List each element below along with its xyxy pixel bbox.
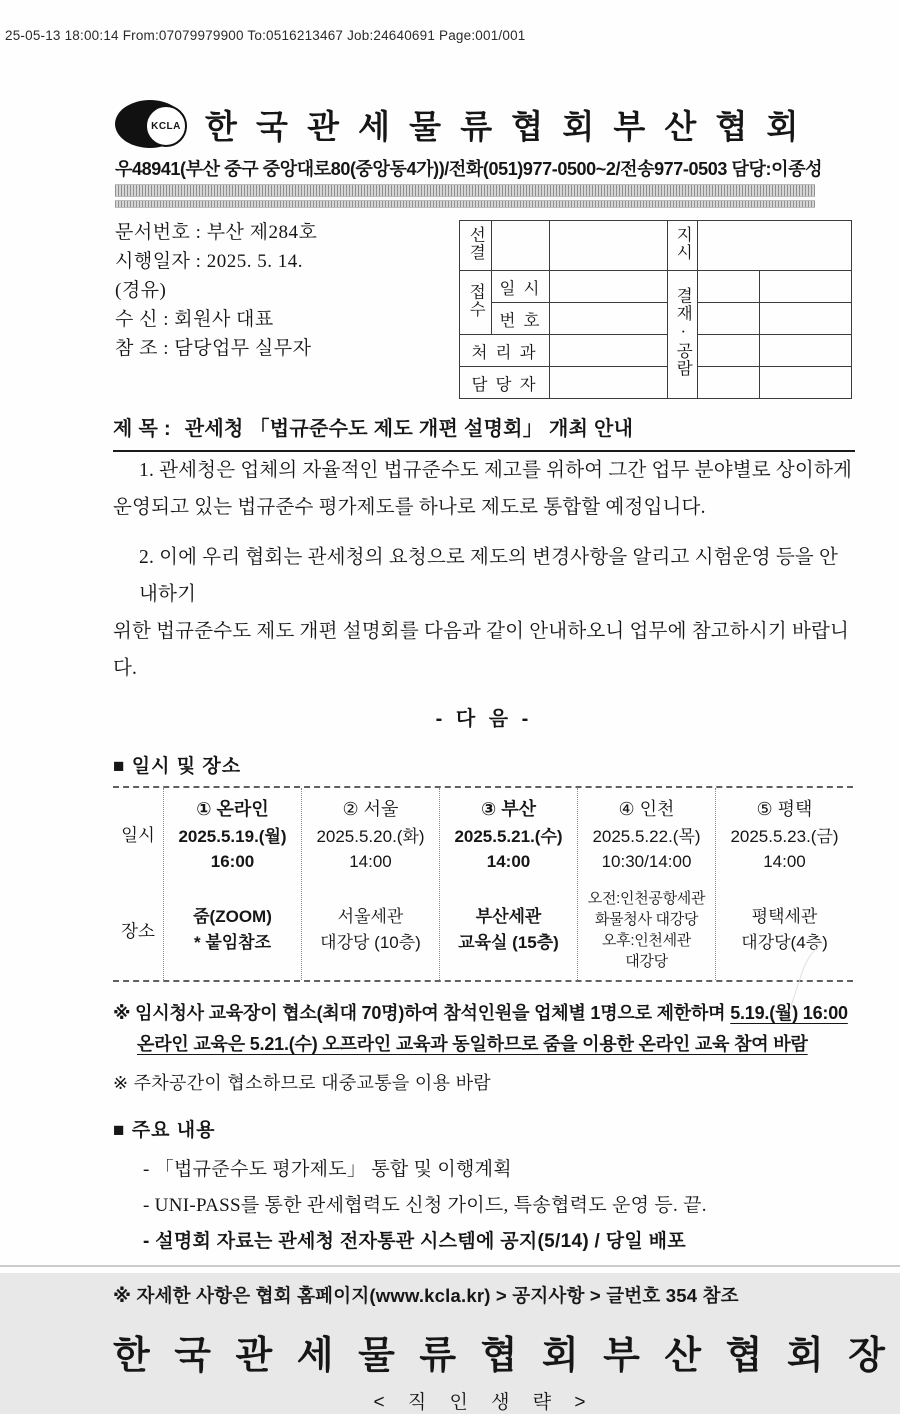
doc-info-block [115,218,317,399]
col-location [164,880,301,980]
col-time: 14:00 [486,852,531,871]
paragraph-1-line-1: 1. 관세청은 업체의 자율적인 법규준수도 제고를 위하여 그간 업무 분야별로 상이하게 [139,460,853,481]
parking-note: ※ 주차공간이 협소하므로 대중교통을 이용 바람 [113,1073,491,1093]
logo-text: KCLA [151,120,181,132]
main-point-item: - 「법규준수도 평가제도」 통합 및 이행계획 [143,1159,512,1180]
logo-circle [145,105,187,147]
cell-approval-view-label [668,271,698,399]
subject-line [113,412,855,452]
loc-line: 교육실 (15층) [458,933,559,952]
cell-empty [550,335,668,367]
capacity-note-line-2 [113,1029,855,1060]
main-points-list [113,1152,855,1260]
col-header: ④ 인천 [618,799,675,819]
loc-line: 대강당 (10층) [320,933,421,952]
col-time: 14:00 [763,852,806,871]
org-address-line: 우48941(부산 중구 중앙대로80(중앙동4가))/전화(051)977-0500~2/전송977-0503 담당:이종성 [115,159,823,179]
subject-label: 제 목 : [113,418,171,440]
col-location [716,880,853,980]
schedule-row-labels [113,788,163,980]
loc-line: 오후:인천세관 [601,932,691,949]
approval-view-text: 결재·공람 [673,287,693,377]
cell-person-label: 담 당 자 [460,367,550,399]
loc-line: 줌(ZOOM) [193,907,272,926]
note-underlined-text: 온라인 교육은 5.21.(수) 오프라인 교육과 동일하므로 줌을 이용한 온라인 교육 참여 바람 [137,1034,808,1054]
note-normal-text: ※ 임시청사 교육장이 협소(최대 70명)하여 참석인원을 업체별 1명으로 제한하며 [113,1003,726,1023]
col-header: ⑤ 평택 [756,799,813,819]
loc-line: * 붙임참조 [193,933,272,952]
col-location [440,880,577,980]
time-row-label: 일시 [121,824,155,845]
scan-artifact-bottom-line [0,1265,900,1267]
cell-empty [698,221,852,271]
col-time: 10:30/14:00 [601,852,692,871]
col-datetime [164,824,301,880]
col-datetime [440,824,577,880]
note-underlined-datetime: 5.19.(월) 16:00 [730,1003,848,1023]
subject-text: 관세청 「법규준수도 제도 개편 설명회」 개최 안내 [184,418,634,440]
col-date: 2025.5.20.(화) [316,827,425,846]
loc-line: 오전:인천공항세관 [587,890,706,907]
col-header: ③ 부산 [480,799,537,819]
col-date: 2025.5.21.(수) [454,827,563,846]
loc-line: 서울세관 [337,907,404,926]
loc-line: 대강당(4층) [741,933,828,952]
cell-empty [492,221,550,271]
doc-number: 문서번호 : 부산 제284호 [115,222,318,243]
hatch-bar-bottom [115,200,815,208]
logo-title-row [115,100,852,148]
col-time: 16:00 [210,852,255,871]
main-point-item: - UNI-PASS를 통한 관세협력도 신청 가이드, 특송협력도 운영 등. 끝. [143,1195,707,1216]
cell-receipt-label [460,271,492,335]
hatch-bar-top [115,184,815,197]
doc-via: (경유) [115,280,167,301]
col-header: ① 온라인 [196,799,269,819]
instruction-text: 지시 [673,225,693,261]
capacity-note-line-1 [113,998,855,1029]
receipt-text: 접수 [466,282,486,318]
col-location [302,880,439,980]
seal-omitted-note: < 직 인 생 략 > [373,1392,595,1413]
signature-title: 한 국 관 세 물 류 협 회 부 산 협 회 장 [113,1335,892,1377]
doc-date: 시행일자 : 2025. 5. 14. [115,251,303,272]
cell-pre-approval-label [460,221,492,271]
paragraph-1-line-2: 운영되고 있는 법규준수 평가제도를 하나로 제도로 통합할 예정입니다. [113,497,706,518]
fax-transmission-header: 25-05-13 18:00:14 From:07079979900 To:0516213467 Job:24640691 Page:001/001 [5,28,526,43]
schedule-table [113,786,853,982]
daum-divider: - 다 음 - [435,708,533,730]
schedule-col-incheon [577,788,715,980]
letterhead [115,100,852,208]
col-header: ② 서울 [342,799,399,819]
website-reference-note: ※ 자세한 사항은 협회 홈페이지(www.kcla.kr) > 공지사항 > 글번호 354 참조 [113,1285,739,1306]
doc-cc: 참 조 : 담당업무 실무자 [115,338,312,359]
schedule-section-title: ■ 일시 및 장소 [113,756,242,777]
place-row-label: 장소 [121,920,155,941]
paragraph-2 [113,539,855,687]
loc-line: 부산세관 [475,907,542,926]
loc-line: 화물청사 대강당 [594,911,699,928]
schedule-col-busan [439,788,577,980]
loc-line: 평택세관 [751,907,818,926]
document-body [113,452,892,1414]
schedule-col-pyeongtaek [715,788,853,980]
cell-empty [550,221,668,271]
col-time: 14:00 [349,852,392,871]
pre-approval-text: 선결 [466,225,486,261]
schedule-col-online [163,788,301,980]
cell-empty [698,335,760,367]
paragraph-1 [113,452,855,526]
cell-dept-label: 처 리 과 [460,335,550,367]
main-points-section-title: ■ 주요 내용 [113,1120,216,1141]
cell-empty [698,367,760,399]
cell-datetime-label: 일 시 [492,271,550,303]
col-datetime [716,824,853,880]
cell-instruction-label [668,221,698,271]
doc-info-section [115,218,852,399]
cell-empty [550,367,668,399]
approval-stamp-table [459,220,852,399]
col-datetime [578,824,715,880]
cell-empty [698,271,760,303]
cell-empty [760,335,852,367]
col-datetime [302,824,439,880]
cell-empty [698,303,760,335]
col-date: 2025.5.23.(금) [730,827,839,846]
main-point-item: - 설명회 자료는 관세청 전자통관 시스템에 공지(5/14) / 당일 배포 [143,1231,686,1252]
schedule-col-seoul [301,788,439,980]
org-title: 한 국 관 세 물 류 협 회 부 산 협 회 [205,107,804,145]
col-date: 2025.5.19.(월) [178,827,287,846]
kcla-logo-icon [115,100,191,148]
paragraph-2-line-1: 2. 이에 우리 협회는 관세청의 요청으로 제도의 변경사항을 알리고 시험운영 등을 안내하기 [139,547,839,605]
doc-recipient: 수 신 : 회원사 대표 [115,309,274,330]
cell-empty [760,271,852,303]
cell-empty [760,367,852,399]
cell-empty [760,303,852,335]
cell-number-label: 번 호 [492,303,550,335]
col-date: 2025.5.22.(목) [592,827,701,846]
loc-line: 대강당 [625,953,668,970]
cell-empty [550,271,668,303]
capacity-note [113,998,855,1060]
cell-empty [550,303,668,335]
paragraph-2-line-2: 위한 법규준수도 제도 개편 설명회를 다음과 같이 안내하오니 업무에 참고하시기 바랍니다. [113,621,850,679]
col-location [578,880,715,980]
